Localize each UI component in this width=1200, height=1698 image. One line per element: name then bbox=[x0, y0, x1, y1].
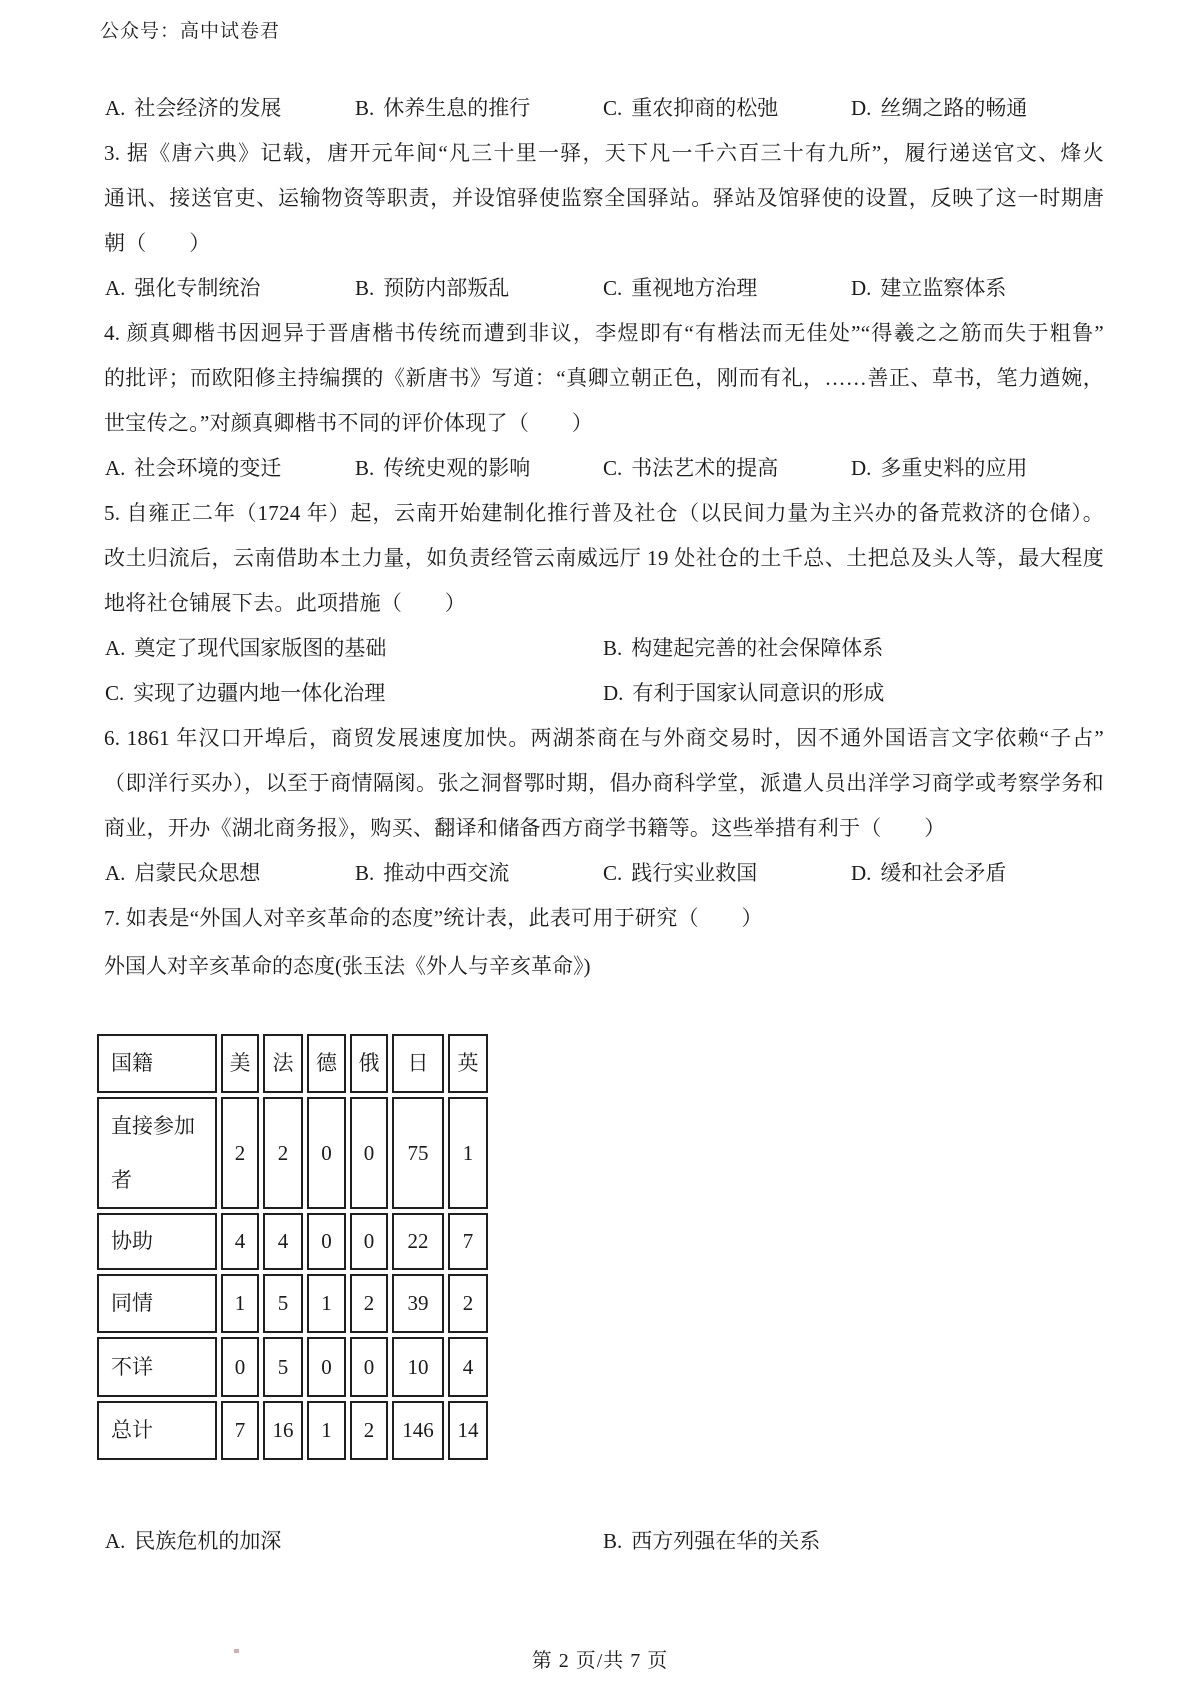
q3-option-d bbox=[851, 275, 1006, 301]
cell: 4 bbox=[448, 1337, 488, 1397]
cell: 7 bbox=[448, 1213, 488, 1270]
option-text: 民族危机的加深 bbox=[134, 1529, 282, 1553]
cell: 14 bbox=[448, 1401, 488, 1460]
q6-option-b bbox=[355, 860, 509, 886]
q3-line-1: 3. 据《唐六典》记载，唐开元年间“凡三十里一驿，天下凡一千六百三十有九所”，履行递送官文、烽火 bbox=[104, 141, 1104, 165]
option-text: 践行实业救国 bbox=[631, 861, 758, 885]
q6-option-a bbox=[105, 860, 260, 886]
row-label: 协助 bbox=[97, 1213, 217, 1270]
option-label: A. bbox=[105, 861, 126, 885]
q7-option-a bbox=[105, 1528, 281, 1554]
option-label: D. bbox=[851, 96, 872, 120]
cell: 0 bbox=[221, 1337, 259, 1397]
option-label: C. bbox=[603, 456, 623, 480]
option-label: B. bbox=[603, 1529, 623, 1553]
q5-line-2: 改土归流后，云南借助本土力量，如负责经管云南威远厅 19 处社仓的土千总、土把总及头人等，最大程度 bbox=[104, 546, 1104, 570]
table-row bbox=[97, 1401, 488, 1460]
q5-option-c bbox=[105, 680, 385, 706]
option-label: B. bbox=[355, 456, 375, 480]
row-label: 直接参加者 bbox=[97, 1097, 217, 1209]
option-label: B. bbox=[355, 96, 375, 120]
cell: 0 bbox=[307, 1213, 346, 1270]
q4-option-b bbox=[355, 455, 530, 481]
q6-line-2: （即洋行买办），以至于商情隔阂。张之洞督鄂时期，倡办商科学堂，派遣人员出洋学习商学或考察学务和 bbox=[104, 771, 1104, 795]
page-number: 第 2 页/共 7 页 bbox=[531, 1650, 669, 1672]
option-text: 缓和社会矛盾 bbox=[880, 861, 1007, 885]
cell: 0 bbox=[307, 1097, 346, 1209]
option-text: 实现了边疆内地一体化治理 bbox=[133, 681, 386, 705]
cell: 39 bbox=[392, 1274, 444, 1333]
q2-option-a bbox=[105, 95, 281, 121]
table-row bbox=[97, 1097, 488, 1209]
option-text: 重视地方治理 bbox=[631, 276, 758, 300]
cell: 0 bbox=[307, 1337, 346, 1397]
option-text: 构建起完善的社会保障体系 bbox=[631, 636, 884, 660]
attitude-table bbox=[93, 1030, 492, 1464]
header-germany: 德 bbox=[307, 1034, 346, 1093]
option-label: C. bbox=[105, 681, 125, 705]
cell: 2 bbox=[448, 1274, 488, 1333]
option-text: 社会经济的发展 bbox=[134, 96, 282, 120]
cell: 1 bbox=[307, 1274, 346, 1333]
option-label: A. bbox=[105, 636, 126, 660]
q4-option-c bbox=[603, 455, 778, 481]
option-label: A. bbox=[105, 276, 126, 300]
cell: 75 bbox=[392, 1097, 444, 1209]
cell: 16 bbox=[263, 1401, 303, 1460]
cell: 1 bbox=[221, 1274, 259, 1333]
q4-line-2: 的批评；而欧阳修主持编撰的《新唐书》写道：“真卿立朝正色，刚而有礼，……善正、草书，笔力遒婉， bbox=[104, 366, 1104, 390]
option-text: 传统史观的影响 bbox=[383, 456, 531, 480]
q4-line-1: 4. 颜真卿楷书因迥异于晋唐楷书传统而遭到非议，李煜即有“有楷法而无佳处”“得羲之之筋而失于粗鲁” bbox=[104, 321, 1104, 345]
cell: 10 bbox=[392, 1337, 444, 1397]
q2-option-b bbox=[355, 95, 530, 121]
q7-option-b bbox=[603, 1528, 820, 1554]
cell: 0 bbox=[350, 1337, 388, 1397]
cell: 4 bbox=[263, 1213, 303, 1270]
cell: 22 bbox=[392, 1213, 444, 1270]
cell: 4 bbox=[221, 1213, 259, 1270]
option-label: D. bbox=[851, 861, 872, 885]
option-label: C. bbox=[603, 861, 623, 885]
cell: 2 bbox=[350, 1274, 388, 1333]
table-row bbox=[97, 1274, 488, 1333]
q6-option-d bbox=[851, 860, 1006, 886]
header-russia: 俄 bbox=[350, 1034, 388, 1093]
q5-line-1: 5. 自雍正二年（1724 年）起，云南开始建制化推行普及社仓（以民间力量为主兴办的备荒救济的仓储）。 bbox=[104, 501, 1104, 525]
table-caption: 外国人对辛亥革命的态度(张玉法《外人与辛亥革命》) bbox=[104, 954, 591, 978]
option-text: 丝绸之路的畅通 bbox=[880, 96, 1028, 120]
q3-option-c bbox=[603, 275, 757, 301]
q5-option-a bbox=[105, 635, 386, 661]
q3-option-a bbox=[105, 275, 260, 301]
q6-line-3: 商业，开办《湖北商务报》，购买、翻译和储备西方商学书籍等。这些举措有利于（ ） bbox=[104, 816, 946, 840]
q5-option-d bbox=[603, 680, 884, 706]
option-text: 社会环境的变迁 bbox=[134, 456, 282, 480]
option-label: B. bbox=[355, 861, 375, 885]
cell: 1 bbox=[307, 1401, 346, 1460]
cell: 2 bbox=[350, 1401, 388, 1460]
q4-option-d bbox=[851, 455, 1027, 481]
cell: 7 bbox=[221, 1401, 259, 1460]
option-label: A. bbox=[105, 1529, 126, 1553]
option-text: 强化专制统治 bbox=[134, 276, 261, 300]
option-text: 重农抑商的松弛 bbox=[631, 96, 779, 120]
option-label: B. bbox=[603, 636, 623, 660]
q5-option-b bbox=[603, 635, 883, 661]
option-text: 奠定了现代国家版图的基础 bbox=[134, 636, 387, 660]
q4-option-a bbox=[105, 455, 281, 481]
cell: 0 bbox=[350, 1097, 388, 1209]
table-row bbox=[97, 1337, 488, 1397]
option-label: D. bbox=[851, 276, 872, 300]
cell: 0 bbox=[350, 1213, 388, 1270]
option-text: 推动中西交流 bbox=[383, 861, 510, 885]
q2-option-c bbox=[603, 95, 778, 121]
q3-option-b bbox=[355, 275, 509, 301]
cell: 5 bbox=[263, 1274, 303, 1333]
q5-line-3: 地将社仓铺展下去。此项措施（ ） bbox=[104, 591, 467, 615]
option-text: 建立监察体系 bbox=[880, 276, 1007, 300]
q3-line-2: 通讯、接送官吏、运输物资等职责，并设馆驿使监察全国驿站。驿站及馆驿使的设置，反映了这一时期唐 bbox=[104, 186, 1104, 210]
cell: 5 bbox=[263, 1337, 303, 1397]
header-usa: 美 bbox=[221, 1034, 259, 1093]
cell: 146 bbox=[392, 1401, 444, 1460]
option-text: 多重史料的应用 bbox=[880, 456, 1028, 480]
q7-stem: 7. 如表是“外国人对辛亥革命的态度”统计表，此表可用于研究（ ） bbox=[104, 906, 763, 930]
option-label: C. bbox=[603, 96, 623, 120]
option-label: D. bbox=[603, 681, 624, 705]
header-japan: 日 bbox=[392, 1034, 444, 1093]
q2-option-d bbox=[851, 95, 1027, 121]
row-label: 同情 bbox=[97, 1274, 217, 1333]
option-label: D. bbox=[851, 456, 872, 480]
option-label: C. bbox=[603, 276, 623, 300]
option-text: 西方列强在华的关系 bbox=[631, 1529, 821, 1553]
option-label: A. bbox=[105, 96, 126, 120]
option-text: 预防内部叛乱 bbox=[383, 276, 510, 300]
option-label: A. bbox=[105, 456, 126, 480]
header-nationality: 国籍 bbox=[97, 1034, 217, 1093]
row-label: 不详 bbox=[97, 1337, 217, 1397]
cell: 2 bbox=[221, 1097, 259, 1209]
q6-line-1: 6. 1861 年汉口开埠后，商贸发展速度加快。两湖茶商在与外商交易时，因不通外国语言文字依赖“子占” bbox=[104, 726, 1104, 750]
cell: 2 bbox=[263, 1097, 303, 1209]
header-britain: 英 bbox=[448, 1034, 488, 1093]
option-text: 有利于国家认同意识的形成 bbox=[632, 681, 885, 705]
watermark: 公众号：高中试卷君 bbox=[100, 21, 281, 42]
option-text: 启蒙民众思想 bbox=[134, 861, 261, 885]
q6-option-c bbox=[603, 860, 757, 886]
option-label: B. bbox=[355, 276, 375, 300]
table-row bbox=[97, 1213, 488, 1270]
cell: 1 bbox=[448, 1097, 488, 1209]
row-label: 总计 bbox=[97, 1401, 217, 1460]
q4-line-3: 世宝传之。”对颜真卿楷书不同的评价体现了（ ） bbox=[104, 411, 594, 435]
option-text: 休养生息的推行 bbox=[383, 96, 531, 120]
table-header-row bbox=[97, 1034, 488, 1093]
option-text: 书法艺术的提高 bbox=[631, 456, 779, 480]
header-france: 法 bbox=[263, 1034, 303, 1093]
q3-line-3: 朝（ ） bbox=[104, 231, 211, 255]
